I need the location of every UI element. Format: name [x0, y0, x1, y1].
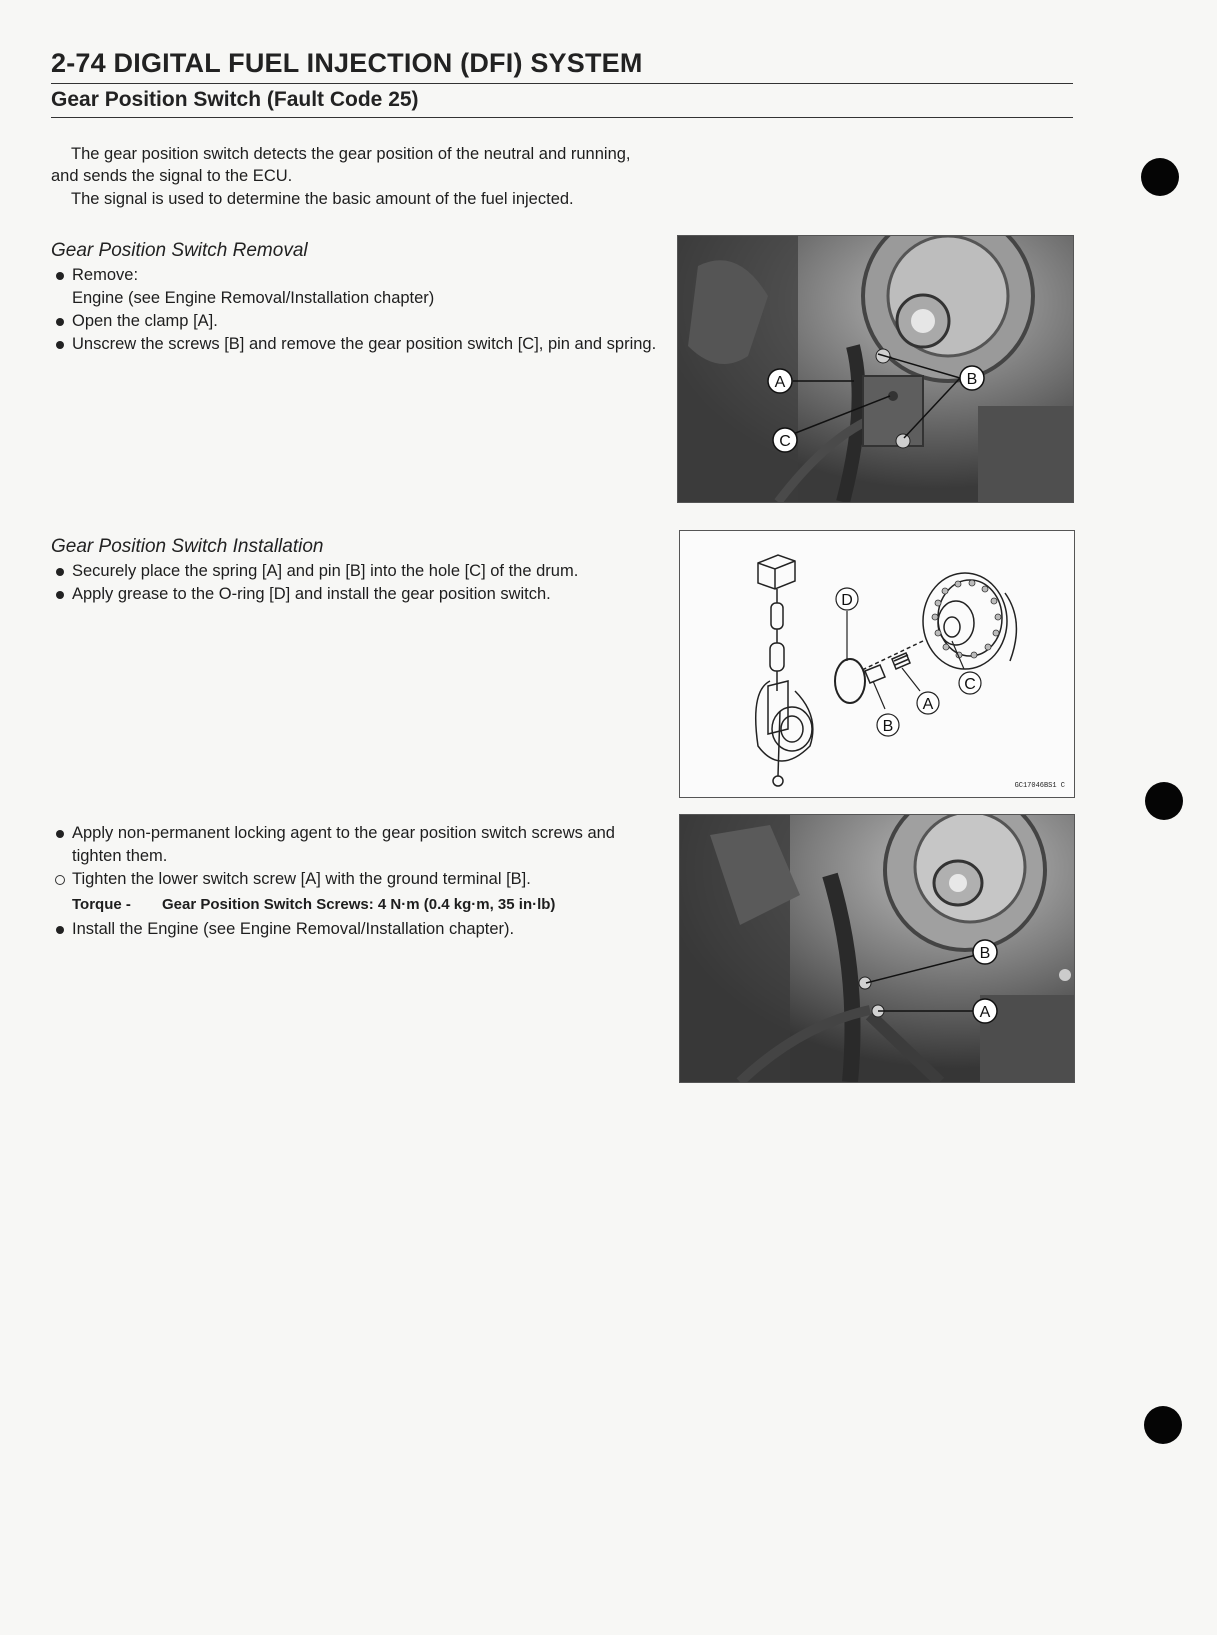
callout-label: A [922, 696, 934, 713]
installation-step-1: Securely place the spring [A] and pin [B] into the hole [C] of the drum. [72, 562, 579, 580]
torque-label: Torque - [72, 896, 131, 913]
torque-spec [51, 891, 661, 918]
tightening-steps [51, 822, 661, 941]
punch-hole [1144, 1406, 1182, 1444]
bullet-icon [56, 272, 64, 280]
list-item [51, 868, 661, 891]
bullet-icon [56, 926, 64, 934]
bullet-icon [56, 591, 64, 599]
callout-label: B [979, 945, 991, 962]
installation-step-3: Apply non-permanent locking agent to the gear position switch screws and tighten them. [72, 824, 615, 865]
list-item [51, 264, 661, 287]
callout-label: B [882, 718, 894, 735]
list-item [51, 310, 661, 333]
removal-step-2: Open the clamp [A]. [72, 312, 218, 330]
installation-photo [679, 814, 1075, 1083]
removal-heading: Gear Position Switch Removal [51, 240, 308, 261]
removal-photo [677, 235, 1074, 503]
installation-steps [51, 560, 661, 606]
callout-label: C [779, 433, 791, 450]
bullet-icon [56, 830, 64, 838]
bullet-icon [56, 318, 64, 326]
callout-label: C [964, 676, 976, 693]
section-rule [51, 117, 1073, 118]
section-title: Gear Position Switch (Fault Code 25) [51, 88, 419, 111]
intro-paragraph-2: The signal is used to determine the basic amount of the fuel injected. [71, 190, 574, 208]
page-title: 2-74 DIGITAL FUEL INJECTION (DFI) SYSTEM [51, 48, 643, 78]
punch-hole [1141, 158, 1179, 196]
list-item [51, 918, 661, 941]
exploded-diagram [679, 530, 1075, 798]
list-item [51, 560, 661, 583]
bullet-icon [56, 568, 64, 576]
removal-step-1: Remove: [72, 266, 139, 284]
bullet-icon [56, 341, 64, 349]
callout-label: B [966, 371, 978, 388]
intro-paragraph-1: The gear position switch detects the gear position of the neutral and running, and sends the signal to the ECU. [51, 145, 631, 185]
installation-step-5: Install the Engine (see Engine Removal/Installation chapter). [72, 920, 515, 938]
callout-label: A [774, 374, 786, 391]
sub-bullet-icon [55, 875, 65, 885]
list-item [51, 287, 661, 310]
callout-label: A [979, 1004, 991, 1021]
figure-code: GC17046BS1 C [1014, 782, 1065, 790]
punch-hole [1145, 782, 1183, 820]
list-item [51, 583, 661, 606]
removal-step-3: Unscrew the screws [B] and remove the gear position switch [C], pin and spring. [72, 335, 657, 353]
list-item [51, 333, 661, 356]
header-rule [51, 83, 1073, 84]
installation-step-2: Apply grease to the O-ring [D] and install the gear position switch. [72, 585, 551, 603]
list-item [51, 822, 661, 868]
removal-steps [51, 264, 661, 356]
removal-step-1-sub: Engine (see Engine Removal/Installation chapter) [72, 289, 435, 307]
torque-value: Gear Position Switch Screws: 4 N·m (0.4 kg·m, 35 in·lb) [162, 896, 556, 913]
callout-label: D [841, 592, 853, 609]
installation-heading: Gear Position Switch Installation [51, 536, 324, 557]
installation-step-4: Tighten the lower switch screw [A] with the ground terminal [B]. [72, 870, 531, 888]
